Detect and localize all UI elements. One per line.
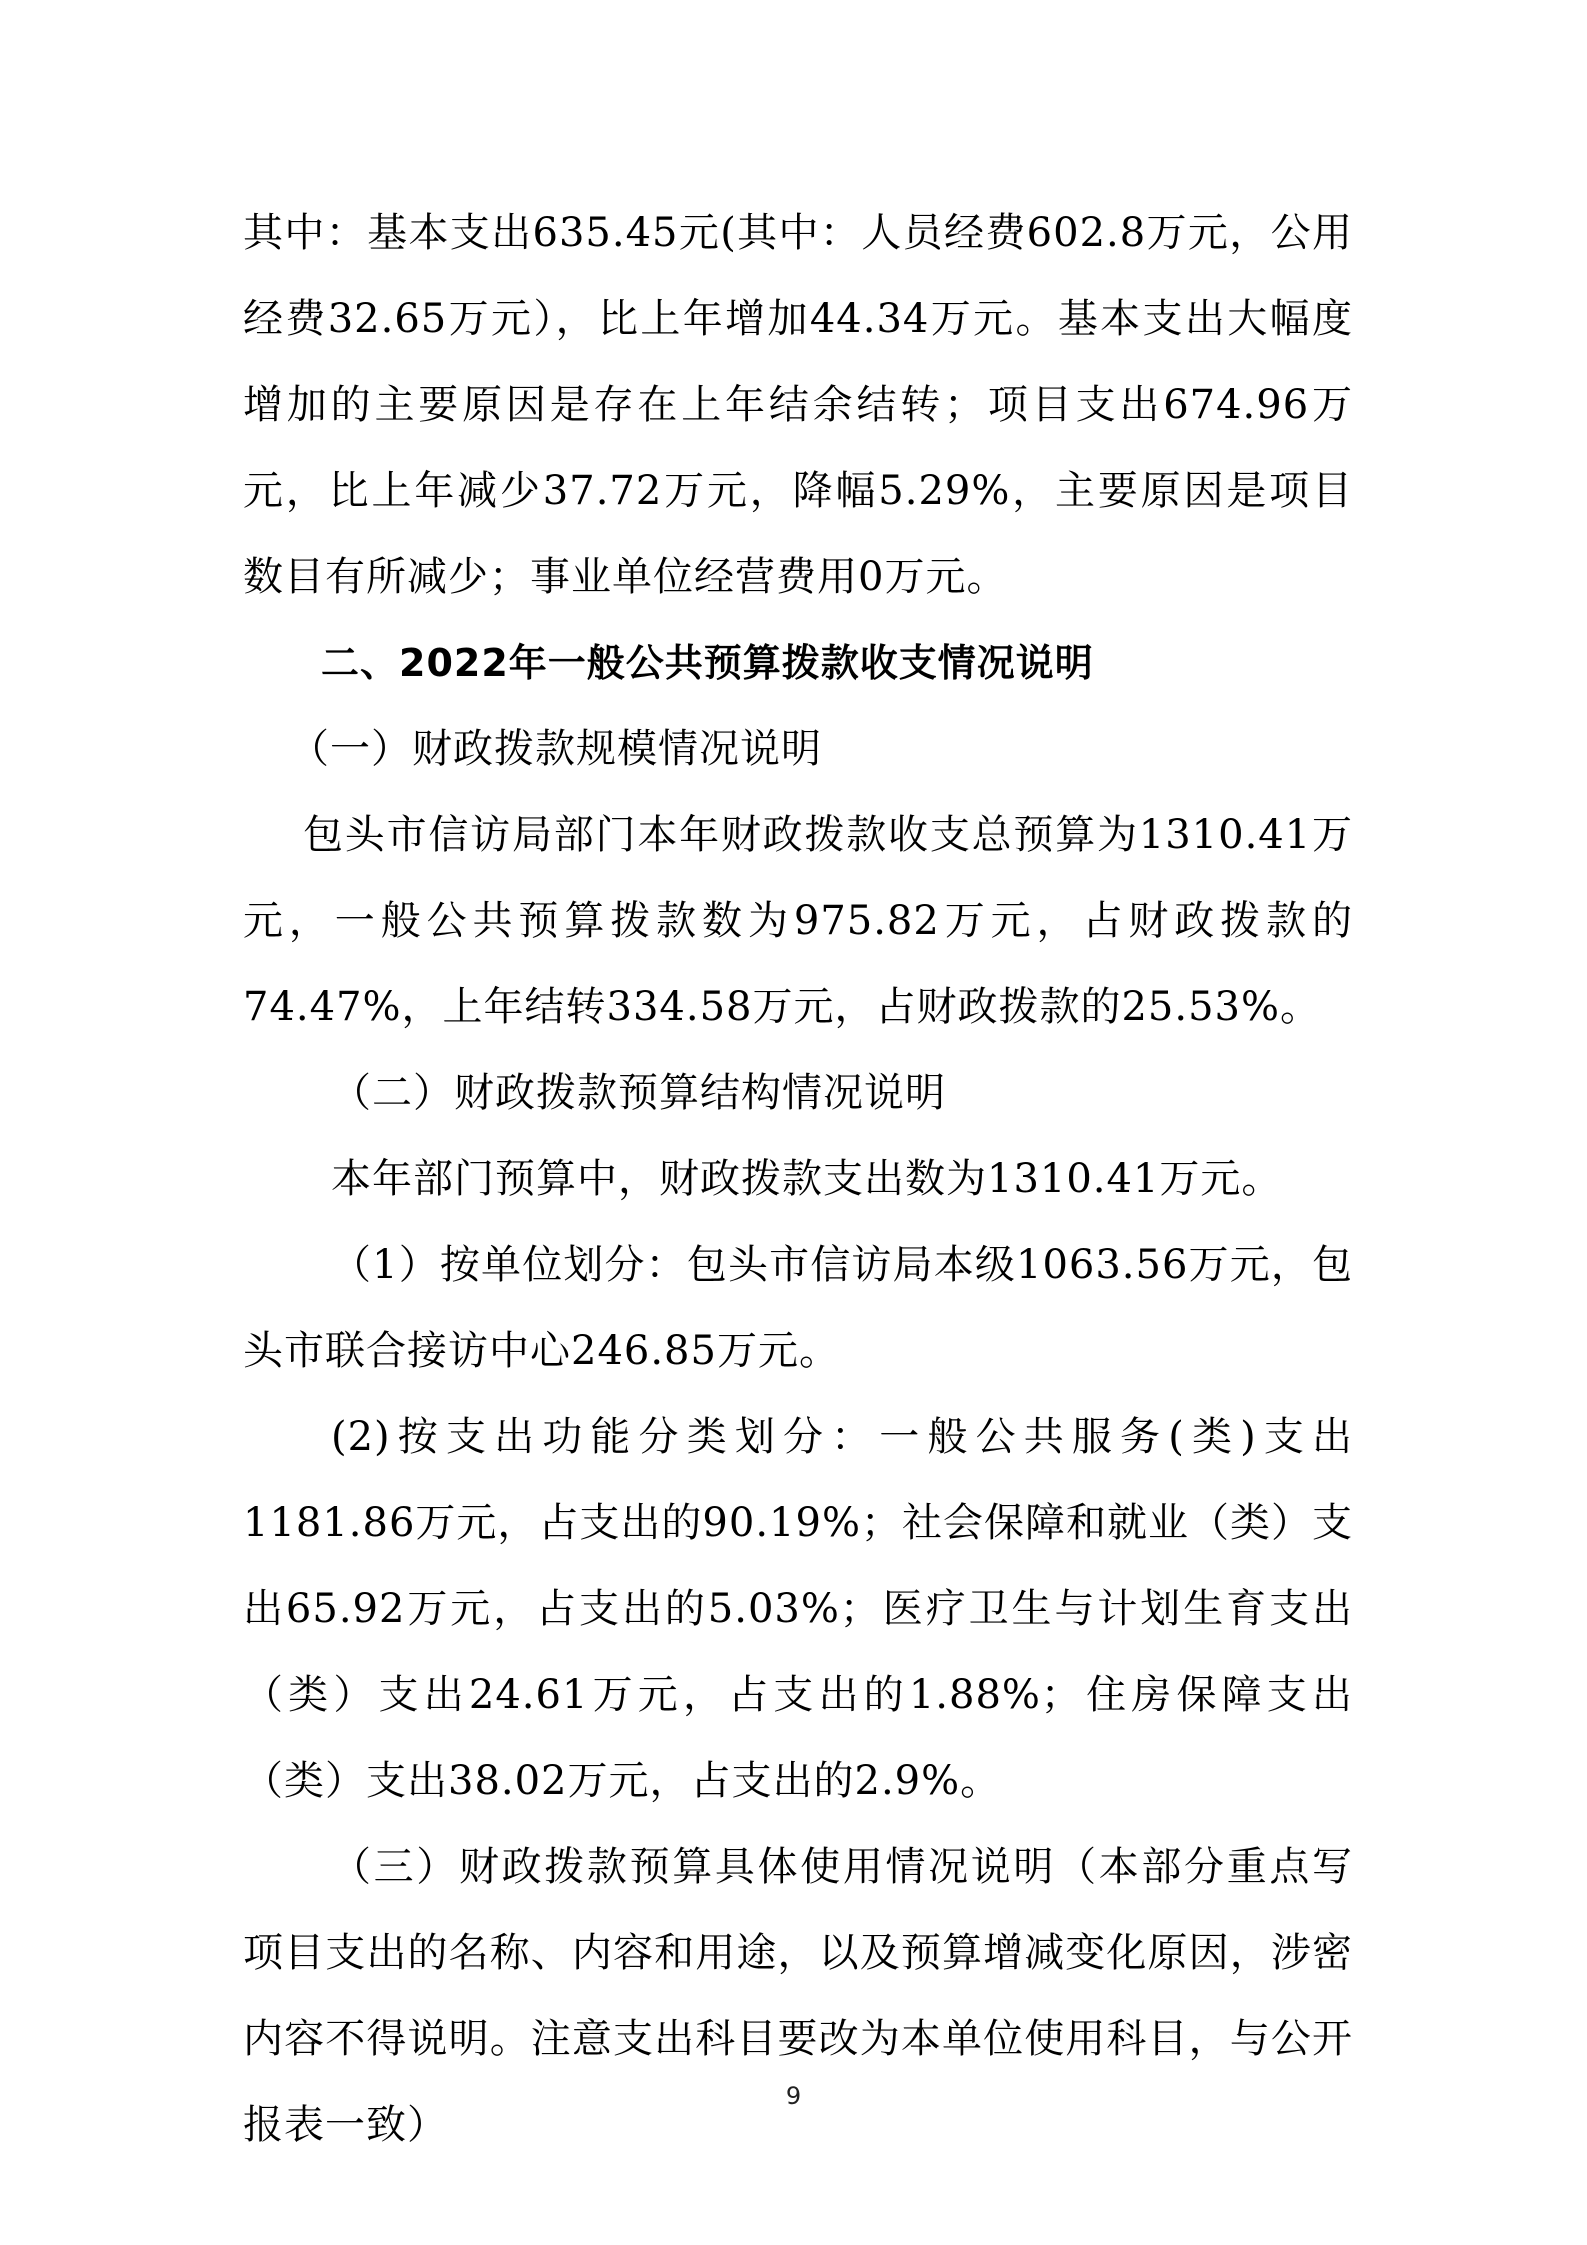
paragraph-fiscal-expenditure-total: 本年部门预算中，财政拨款支出数为1310.41万元。 xyxy=(331,1156,1283,1202)
document-page xyxy=(243,190,1353,2168)
subheading-fiscal-scale: （一）财政拨款规模情况说明 xyxy=(289,726,822,772)
paragraph-by-function: (2)按支出功能分类划分：一般公共服务(类)支出1181.86万元，占支出的90.19%；社会保障和就业（类）支出65.92万元，占支出的5.03%；医疗卫生与计划生育支出（类）支出24.61万元，占支出的1.88%；住房保障支出（类）支出38.02万元，占支出的2.9%。 xyxy=(243,1414,1353,1804)
paragraph-basic-expenditure: 其中：基本支出635.45元(其中：人员经费602.8万元，公用经费32.65万元），比上年增加44.34万元。基本支出大幅度增加的主要原因是存在上年结余结转；项目支出674.96万元，比上年减少37.72万元，降幅5.29%，主要原因是项目数目有所减少；事业单位经营费用0万元。 xyxy=(243,210,1353,600)
section-heading-2: 二、2022年一般公共预算拨款收支情况说明 xyxy=(321,641,1094,685)
paragraph-fiscal-scale: 包头市信访局部门本年财政拨款收支总预算为1310.41万元，一般公共预算拨款数为975.82万元，占财政拨款的74.47%，上年结转334.58万元，占财政拨款的25.53%。 xyxy=(243,812,1353,1030)
subheading-fiscal-structure: （二）财政拨款预算结构情况说明 xyxy=(331,1070,946,1116)
paragraph-by-unit: （1）按单位划分：包头市信访局本级1063.56万元，包头市联合接访中心246.85万元。 xyxy=(243,1242,1353,1374)
page-number: 9 xyxy=(785,2082,802,2110)
subheading-specific-usage: （三）财政拨款预算具体使用情况说明（本部分重点写项目支出的名称、内容和用途，以及预算增减变化原因，涉密内容不得说明。注意支出科目要改为本单位使用科目，与公开报表一致） xyxy=(243,1844,1353,2148)
